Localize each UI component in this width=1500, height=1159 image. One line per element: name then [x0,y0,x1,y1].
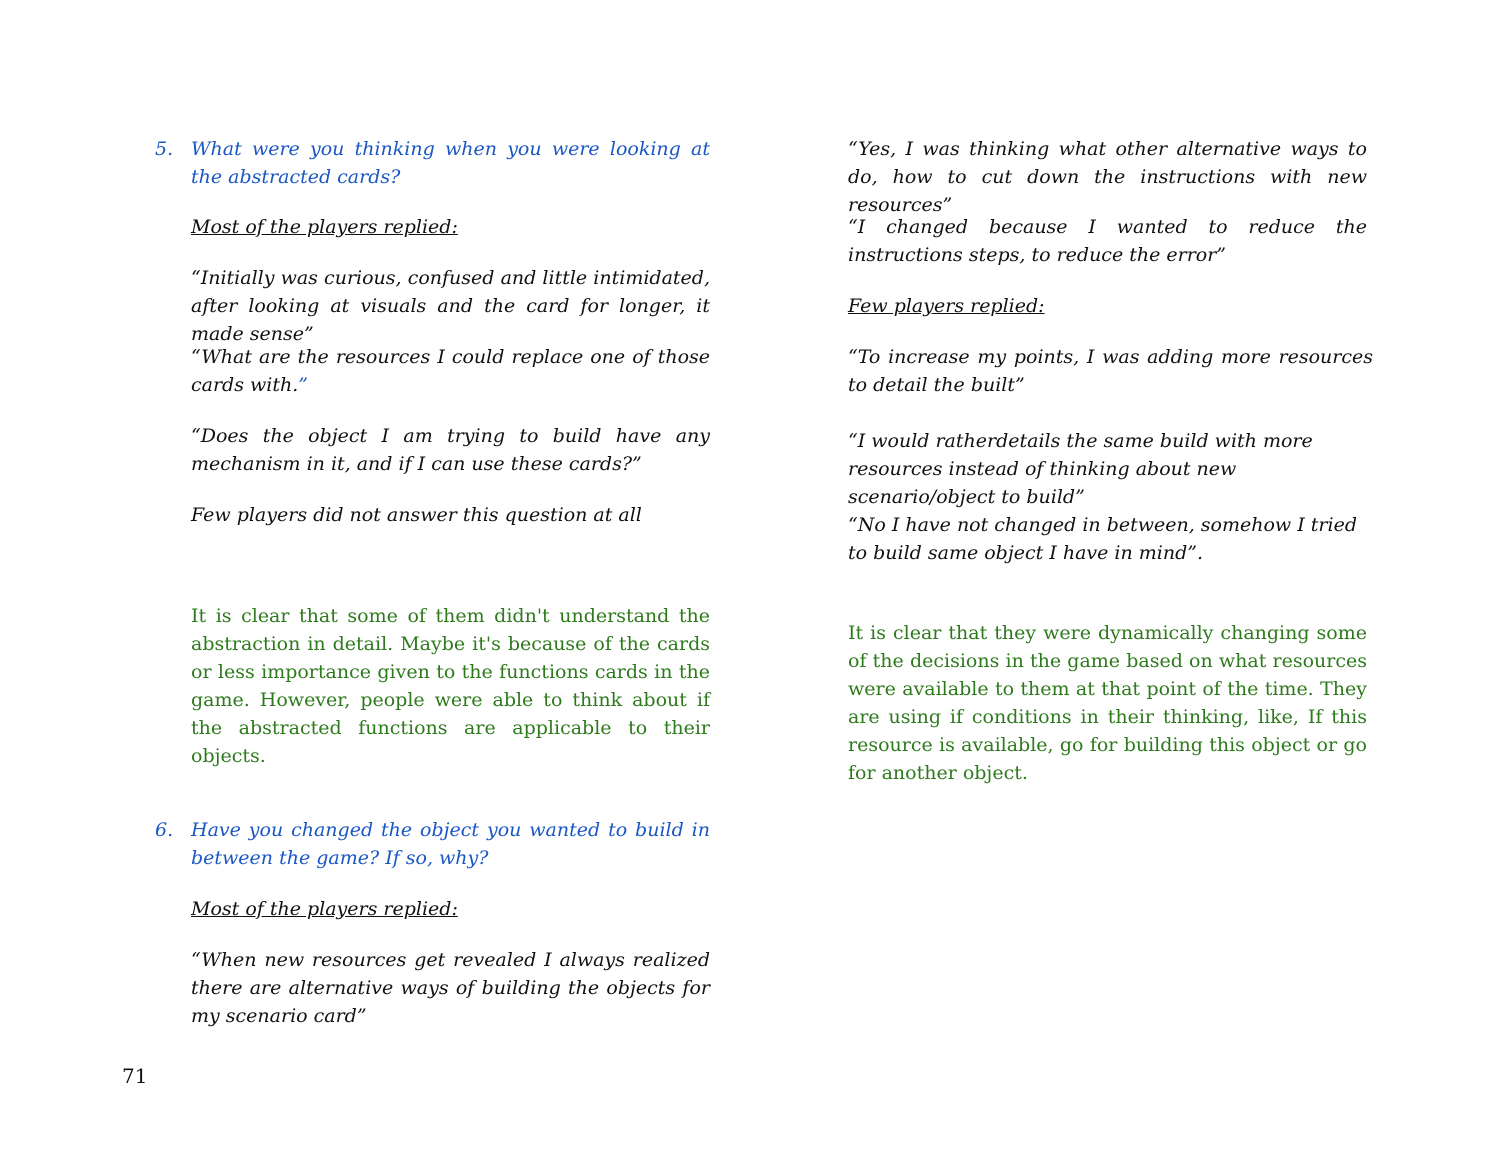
few-players-label: Few players replied: [848,295,1045,317]
question-5-number: 5. [155,138,174,160]
q6-quote-1: “When new resources get revealed I always realized there are alternative ways of building the objects for my scenario card” [191,949,710,1027]
right-quote-3: “To increase my points, I was adding more resources to detail the built” [848,346,1373,396]
q5-quote-2 [191,343,710,399]
question-5-text: What were you thinking when you were looking at the abstracted cards? [191,138,710,188]
question-5 [155,135,710,191]
q5-quote-1: “Initially was curious, confused and little intimidated, after looking at visuals and the card for longer, it made sense” [191,267,710,345]
right-quote-1: “Yes, I was thinking what other alternative ways to do, how to cut down the instructions with new resources” [848,138,1367,216]
q5-analysis: It is clear that some of them didn't understand the abstraction in detail. Maybe it's because of the cards or less importance given to the functions cards in the game. However, people were able to think about if the abstracted functions are applicable to their objects. [191,605,710,767]
right-quote-4: “I would ratherdetails the same build with more resources instead of thinking about new scenario/object to build” [848,430,1313,508]
question-6-number: 6. [155,819,174,841]
question-6 [155,816,710,872]
right-analysis: It is clear that they were dynamically changing some of the decisions in the game based on what resources were available to them at that point of the time. They are using if conditions in their thinking, like, If this resource is available, go for building this object or go for another object. [848,622,1367,784]
q5-quote-2-end: ” [298,374,308,396]
right-quote-2: “I changed because I wanted to reduce the instructions steps, to reduce the error” [848,216,1367,266]
q5-quote-2-text: “What are the resources I could replace one of those cards with. [191,346,710,396]
q5-few-players-note: Few players did not answer this question at all [191,504,642,526]
page-number: 71 [122,1064,148,1088]
right-quote-5: “No I have not changed in between, somehow I tried to build same object I have in mind”. [848,514,1357,564]
q5-quote-3: “Does the object I am trying to build have any mechanism in it, and if I can use these cards?” [191,425,710,475]
q5-most-players-label: Most of the players replied: [191,216,458,238]
question-6-text: Have you changed the object you wanted to build in between the game? If so, why? [191,819,710,869]
q6-most-players-label: Most of the players replied: [191,898,458,920]
